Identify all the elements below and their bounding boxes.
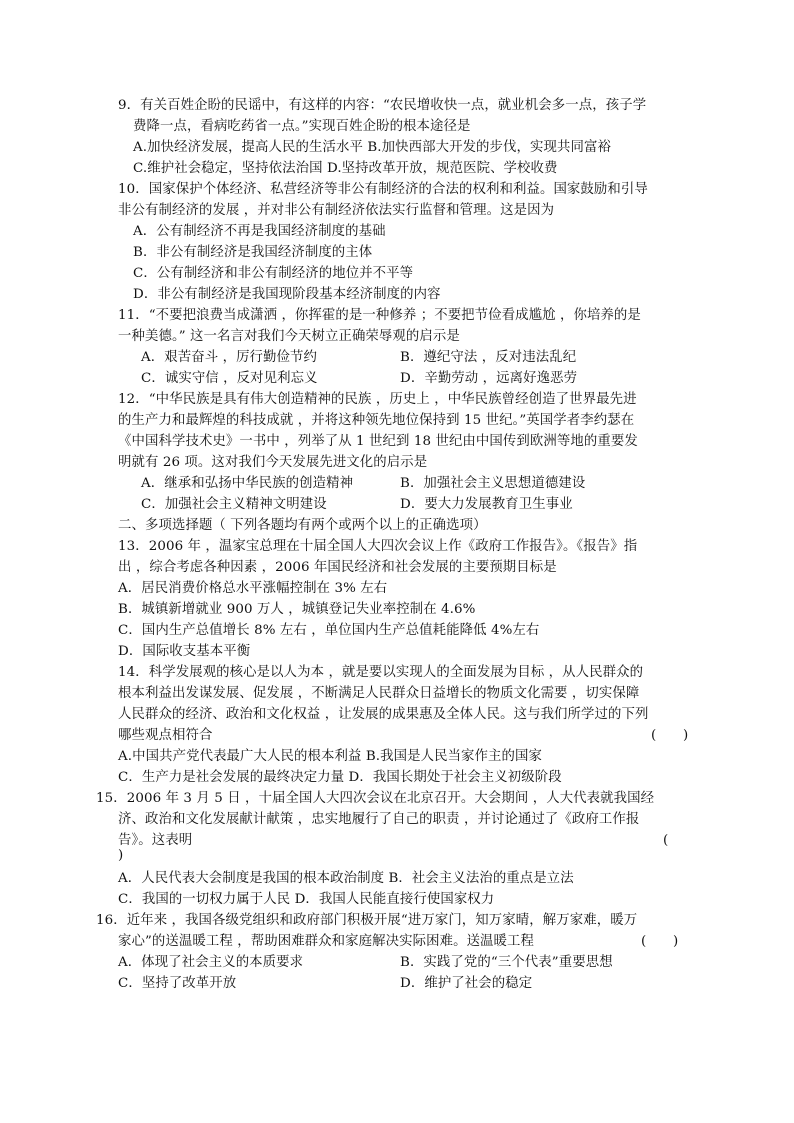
q10-option-c: C．公有制经济和非公有制经济的地位并不平等 (133, 266, 414, 281)
q16-option-b: B．实践了党的“三个代表”重要思想 (400, 955, 613, 970)
q12-stem-line-2: 的生产力和最辉煌的科技成就 ，并将这种领先地位保持到 15 世纪。”英国学者李约瑟在 (118, 413, 635, 428)
q16-answer-bracket: ( ) (641, 934, 679, 949)
q15-stem-line-1: 15．2006 年 3 月 5 日 ，十届全国人大四次会议在北京召开。大会期间 ，人大代表就我国经 (96, 791, 655, 806)
q13-option-d: D．国际收支基本平衡 (118, 644, 251, 659)
q14-stem-line-4: 哪些观点相符合 (118, 728, 213, 743)
q11-option-d: D．辛勤劳动 ，远离好逸恶劳 (400, 371, 578, 386)
q15-answer-bracket-open: ( (663, 833, 669, 848)
q12-option-c: C．加强社会主义精神文明建设 (141, 497, 327, 512)
q9-option-row-2: C.维护社会稳定，坚持依法治国 D.坚持改革开放，规范医院、学校收费 (133, 161, 558, 176)
q15-answer-bracket-close: ) (118, 848, 124, 863)
q14-stem-line-3: 人民群众的经济、政治和文化权益 ，让发展的成果惠及全体人民。这与我们所学过的下列 (118, 707, 649, 722)
section-2-heading: 二、多项选择题（ 下列各题均有两个或两个以上的正确选项） (118, 518, 487, 533)
q14-stem-line-2: 根本利益出发谋发展、促发展 ，不断满足人民群众日益增长的物质文化需要 ，切实保障 (118, 686, 640, 701)
q16-stem-line-1: 16．近年来 ，我国各级党组织和政府部门积极开展“进万家门，知万家晴，解万家难，暖万 (96, 913, 638, 928)
q13-option-a: A．居民消费价格总水平涨幅控制在 3% 左右 (118, 581, 388, 596)
q11-option-c: C．诚实守信 ，反对见利忘义 (141, 371, 318, 386)
q13-option-b: B．城镇新增就业 900 万人 ，城镇登记失业率控制在 4.6% (118, 602, 476, 617)
q16-option-a: A．体现了社会主义的本质要求 (118, 955, 304, 970)
q16-option-c: C．坚持了改革开放 (118, 976, 237, 991)
q10-option-a: A．公有制经济不再是我国经济制度的基础 (133, 224, 386, 239)
q15-stem-line-2: 济、政治和文化发展献计献策 ，忠实地履行了自己的职责 ，并讨论通过了《政府工作报 (118, 812, 640, 827)
q14-stem-line-1: 14．科学发展观的核心是以人为本 ，就是要以实现人的全面发展为目标 ，从人民群众的 (118, 665, 644, 680)
q13-stem-line-1: 13．2006 年 ，温家宝总理在十届全国人大四次会议上作《政府工作报告》。《报告》指 (118, 539, 638, 554)
q11-stem-line-1: 11．“不要把浪费当成潇洒 ，你挥霍的是一种修养 ；不要把节俭看成尴尬 ，你培养的是 (118, 308, 641, 323)
q15-option-row-1: A．人民代表大会制度是我国的根本政治制度 B．社会主义法治的重点是立法 (118, 871, 574, 886)
q14-option-row-1: A.中国共产党代表最广大人民的根本利益 B.我国是人民当家作主的国家 (118, 749, 543, 764)
q16-option-d: D．维护了社会的稳定 (400, 976, 533, 991)
q12-option-d: D．要大力发展教育卫生事业 (400, 497, 573, 512)
q10-option-b: B．非公有制经济是我国经济制度的主体 (133, 245, 373, 260)
q11-option-a: A．艰苦奋斗 ，厉行勤俭节约 (141, 350, 318, 365)
q16-stem-line-2: 家心”的送温暖工程 ，帮助困难群众和家庭解决实际困难。送温暖工程 (118, 934, 535, 949)
q10-option-d: D．非公有制经济是我国现阶段基本经济制度的内容 (133, 287, 441, 302)
q11-option-b: B．遵纪守法 ，反对违法乱纪 (400, 350, 577, 365)
q9-stem-line-1: 9．有关百姓企盼的民谣中，有这样的内容：“农民增收快一点，就业机会多一点，孩子学 (118, 98, 647, 113)
q15-option-row-2: C．我国的一切权力属于人民 D．我国人民能直接行使国家权力 (118, 892, 495, 907)
q13-option-c: C．国内生产总值增长 8% 左右 ，单位国内生产总值耗能降低 4%左右 (118, 623, 540, 638)
q9-option-row-1: A.加快经济发展，提高人民的生活水平 B.加快西部大开发的步伐，实现共同富裕 (133, 140, 611, 155)
q13-stem-line-2: 出 ，综合考虑各种因素 ，2006 年国民经济和社会发展的主要预期目标是 (118, 560, 557, 575)
q15-stem-line-3: 告》。这表明 (118, 833, 193, 848)
q11-stem-line-2: 一种美德。” 这一名言对我们今天树立正确荣辱观的启示是 (118, 329, 460, 344)
q12-option-a: A．继承和弘扬中华民族的创造精神 (141, 476, 354, 491)
q14-option-row-2: C．生产力是社会发展的最终决定力量 D．我国长期处于社会主义初级阶段 (118, 770, 562, 785)
q12-option-b: B．加强社会主义思想道德建设 (400, 476, 586, 491)
q12-stem-line-1: 12．“中华民族是具有伟大创造精神的民族 ，历史上 ，中华民族曾经创造了世界最先进 (118, 392, 637, 407)
q10-stem-line-2: 非公有制经济的发展 ，并对非公有制经济依法实行监督和管理。这是因为 (118, 203, 555, 218)
q12-stem-line-4: 明就有 26 项。这对我们今天发展先进文化的启示是 (118, 455, 428, 470)
q12-stem-line-3: 《中国科学技术史》一书中 ，列举了从 1 世纪到 18 世纪由中国传到欧洲等地的重要发 (118, 434, 638, 449)
q10-stem-line-1: 10．国家保护个体经济、私营经济等非公有制经济的合法的权利和利益。国家鼓励和引导 (118, 182, 648, 197)
q9-stem-line-2: 费降一点，看病吃药省一点。”实现百姓企盼的根本途径是 (133, 119, 471, 134)
q14-answer-bracket: ( ) (651, 728, 689, 743)
